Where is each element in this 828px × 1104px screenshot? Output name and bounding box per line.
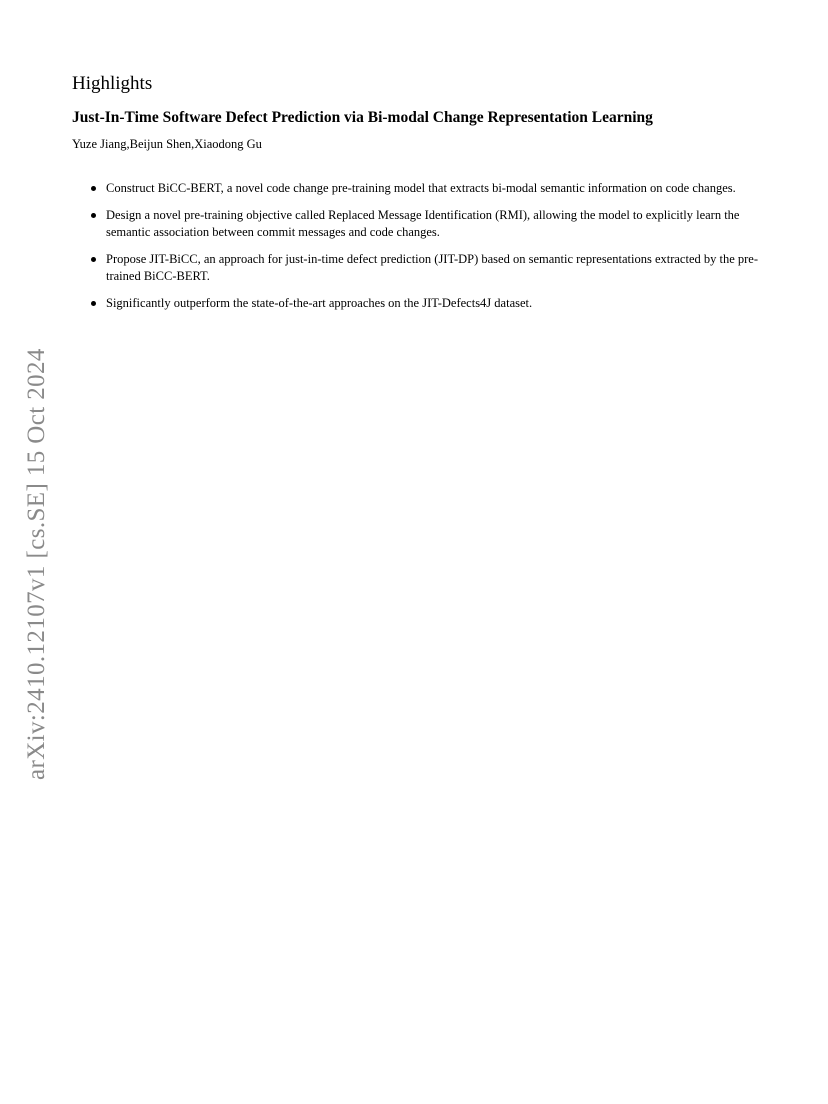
paper-title: Just-In-Time Software Defect Prediction via Bi-modal Change Representation Learning <box>72 109 653 126</box>
highlight-item <box>91 251 761 285</box>
bullet-icon <box>91 213 96 218</box>
highlight-item <box>91 180 761 197</box>
highlight-item <box>91 295 761 312</box>
author-list: Yuze Jiang,Beijun Shen,Xiaodong Gu <box>72 137 262 151</box>
highlight-text: Significantly outperform the state-of-the-art approaches on the JIT-Defects4J dataset. <box>106 296 533 310</box>
highlight-text: Construct BiCC-BERT, a novel code change pre-training model that extracts bi-modal semantic information on code changes. <box>106 181 736 195</box>
highlights-list <box>91 180 761 322</box>
bullet-icon <box>91 301 96 306</box>
highlight-text: Propose JIT-BiCC, an approach for just-in-time defect prediction (JIT-DP) based on semantic representations extracted by the pre-trained BiCC-BERT. <box>106 252 759 283</box>
highlight-text: Design a novel pre-training objective called Replaced Message Identification (RMI), allowing the model to explicitly learn the semantic association between commit messages and code changes. <box>106 208 740 239</box>
bullet-icon <box>91 186 96 191</box>
bullet-icon <box>91 257 96 262</box>
section-heading: Highlights <box>72 73 153 94</box>
highlight-item <box>91 207 761 241</box>
arxiv-sidebar-stamp: arXiv:2410.12107v1 [cs.SE] 15 Oct 2024 <box>23 348 50 780</box>
